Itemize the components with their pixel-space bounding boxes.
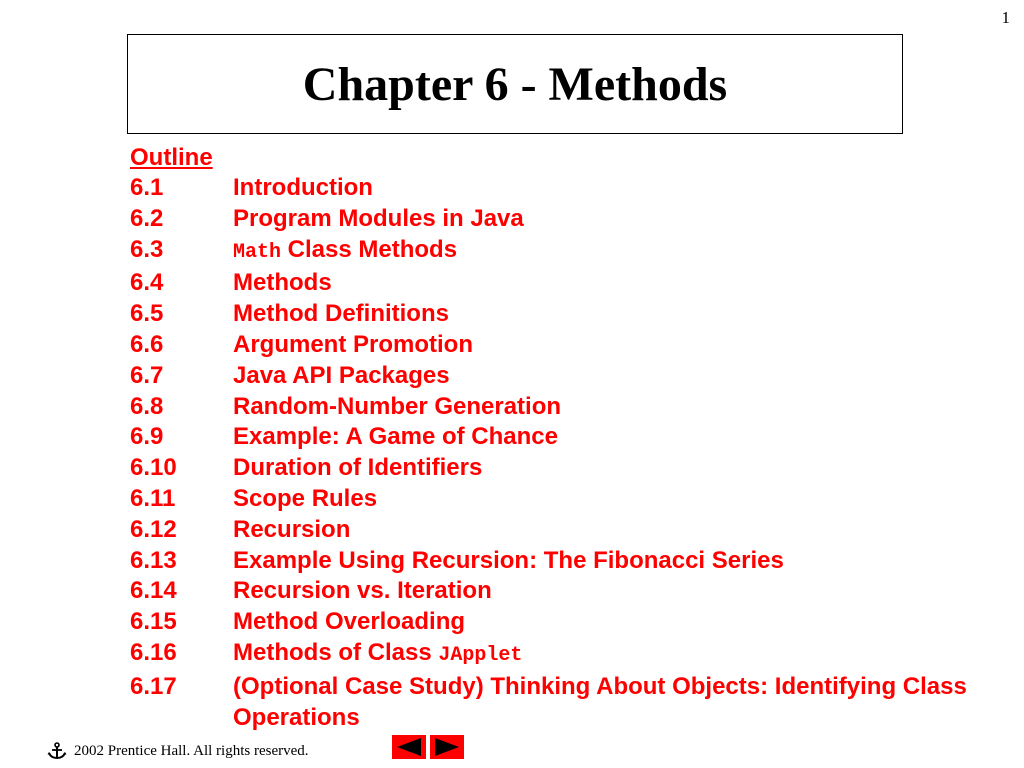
section-title bbox=[233, 546, 990, 577]
section-number: 6.9 bbox=[130, 423, 164, 451]
outline-item bbox=[130, 299, 990, 330]
outline bbox=[130, 143, 990, 733]
title-text: Class Methods bbox=[281, 235, 458, 263]
title-text: Program Modules in Java bbox=[233, 204, 524, 232]
section-title bbox=[233, 515, 990, 546]
previous-slide-button[interactable] bbox=[392, 735, 426, 759]
title-text: Java API Packages bbox=[233, 361, 450, 389]
outline-item bbox=[130, 173, 990, 204]
outline-item bbox=[130, 484, 990, 515]
section-title bbox=[233, 235, 990, 269]
outline-item bbox=[130, 607, 990, 638]
section-title bbox=[233, 484, 990, 515]
section-number: 6.5 bbox=[130, 300, 164, 328]
title-text: Recursion bbox=[233, 515, 351, 543]
section-title bbox=[233, 268, 990, 299]
section-number: 6.11 bbox=[130, 484, 176, 512]
title-text: Method Definitions bbox=[233, 300, 449, 328]
outline-item bbox=[130, 330, 990, 361]
outline-item bbox=[130, 392, 990, 423]
title-text: Methods of Class bbox=[233, 638, 439, 666]
section-title bbox=[233, 453, 990, 484]
outline-heading: Outline bbox=[130, 144, 213, 171]
title-text: Scope Rules bbox=[233, 484, 378, 512]
section-title bbox=[233, 422, 990, 453]
code-term: JApplet bbox=[438, 643, 523, 667]
outline-list bbox=[130, 173, 990, 733]
section-title bbox=[233, 330, 990, 361]
section-title bbox=[233, 392, 990, 423]
outline-item bbox=[130, 672, 990, 734]
outline-item bbox=[130, 515, 990, 546]
outline-item bbox=[130, 204, 990, 235]
outline-item bbox=[130, 268, 990, 299]
right-arrow-icon bbox=[432, 737, 462, 757]
section-number: 6.1 bbox=[130, 174, 164, 201]
title-text: Method Overloading bbox=[233, 608, 466, 636]
title-text: Example Using Recursion: The Fibonacci Series bbox=[233, 546, 784, 574]
outline-item bbox=[130, 576, 990, 607]
left-arrow-icon bbox=[394, 737, 424, 757]
title-text: Methods bbox=[233, 269, 332, 297]
anchor-icon bbox=[46, 742, 68, 760]
section-number: 6.3 bbox=[130, 235, 164, 263]
footer bbox=[46, 742, 309, 760]
section-title bbox=[233, 607, 990, 638]
outline-item bbox=[130, 235, 990, 269]
section-number: 6.12 bbox=[130, 515, 177, 543]
section-number: 6.8 bbox=[130, 392, 164, 420]
section-title bbox=[233, 299, 990, 330]
outline-item bbox=[130, 453, 990, 484]
title-text: (Optional Case Study) Thinking About Objects: Identifying Class Operations bbox=[233, 672, 967, 731]
title-text: Duration of Identifiers bbox=[233, 454, 483, 482]
code-term: Math bbox=[233, 240, 282, 264]
slide-navigation bbox=[392, 735, 464, 759]
page-number: 1 bbox=[1001, 8, 1010, 27]
section-title bbox=[233, 638, 990, 672]
page-title: Chapter 6 - Methods bbox=[302, 57, 728, 111]
copyright-text: 2002 Prentice Hall. All rights reserved. bbox=[74, 742, 309, 759]
section-number: 6.2 bbox=[130, 204, 164, 232]
outline-item bbox=[130, 361, 990, 392]
next-slide-button[interactable] bbox=[430, 735, 464, 759]
title-text: Recursion vs. Iteration bbox=[233, 577, 492, 605]
title-text: Example: A Game of Chance bbox=[233, 423, 558, 451]
section-title bbox=[233, 204, 990, 235]
section-number: 6.16 bbox=[130, 638, 177, 666]
section-number: 6.14 bbox=[130, 577, 177, 605]
title-text: Introduction bbox=[233, 174, 373, 201]
section-number: 6.10 bbox=[130, 454, 177, 482]
section-number: 6.7 bbox=[130, 361, 164, 389]
outline-item bbox=[130, 638, 990, 672]
title-text: Argument Promotion bbox=[233, 330, 473, 358]
title-text: Random-Number Generation bbox=[233, 392, 562, 420]
section-title bbox=[233, 173, 990, 204]
section-title bbox=[233, 672, 990, 734]
section-title bbox=[233, 361, 990, 392]
section-title bbox=[233, 576, 990, 607]
section-number: 6.17 bbox=[130, 672, 177, 700]
section-number: 6.15 bbox=[130, 608, 177, 636]
section-number: 6.6 bbox=[130, 330, 164, 358]
title-box bbox=[127, 34, 903, 134]
section-number: 6.4 bbox=[130, 269, 164, 297]
outline-item bbox=[130, 546, 990, 577]
outline-item bbox=[130, 422, 990, 453]
section-number: 6.13 bbox=[130, 546, 177, 574]
